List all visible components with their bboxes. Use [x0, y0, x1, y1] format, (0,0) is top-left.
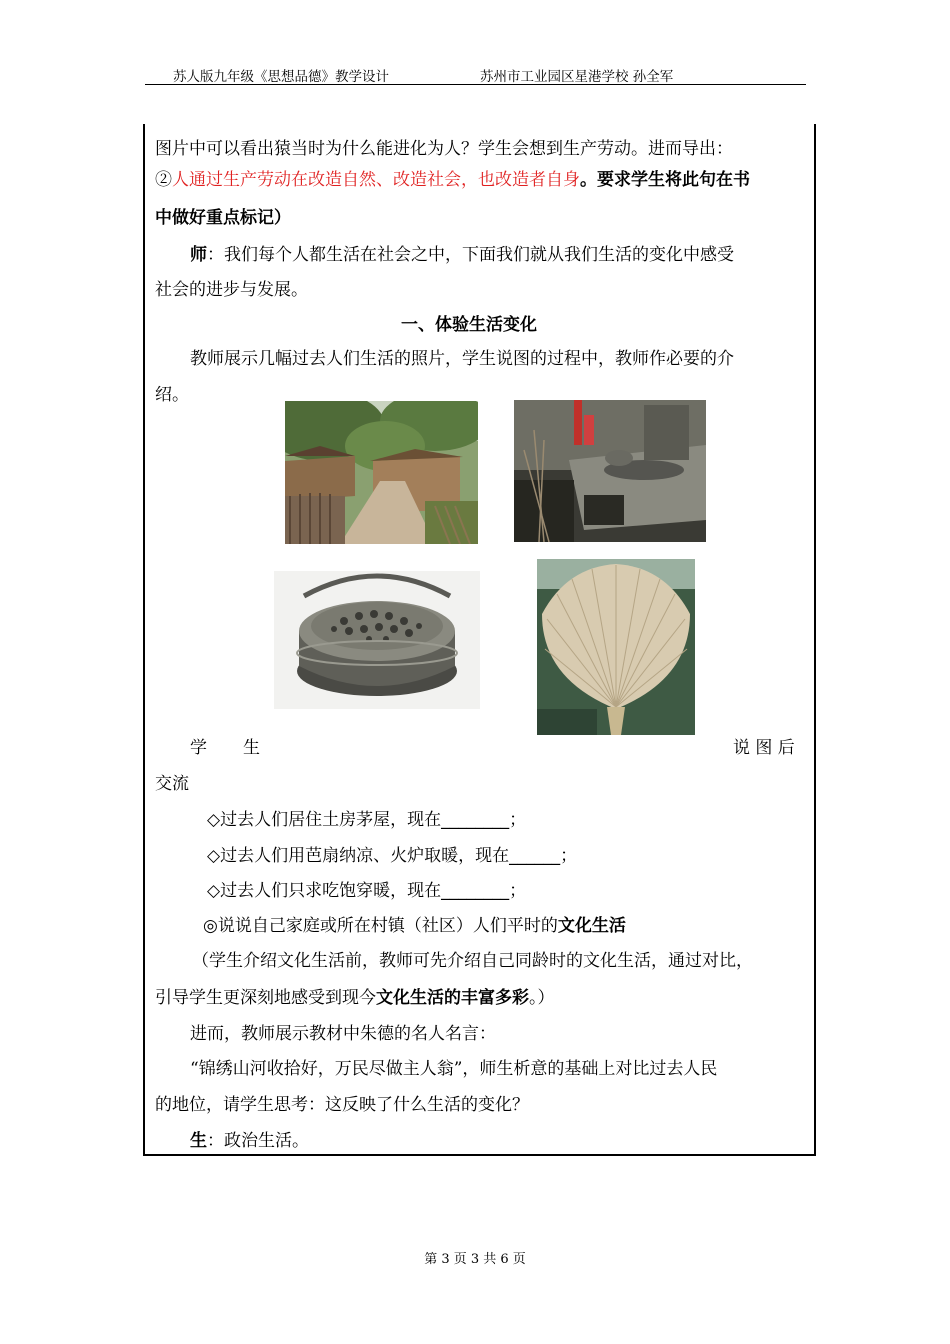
talk-label-sheng: 生 [243, 738, 260, 758]
paragraph-line: 图片中可以看出猿当时为什么能进化为人？学生会想到生产劳动。进而导出： [155, 139, 733, 159]
header-right: 苏州市工业园区星港学校 孙全军 [480, 69, 674, 85]
paragraph-line: （学生介绍文化生活前，教师可先介绍自己同龄时的文化生活，通过对比， [192, 951, 753, 971]
speaker-label: 师 [190, 245, 207, 265]
page-header [145, 64, 806, 85]
paragraph-line: 的地位，请学生思考：这反映了什么生活的变化？ [155, 1095, 529, 1115]
bold-phrase: 文化生活的丰富多彩 [376, 988, 529, 1008]
mud-house-photo [285, 401, 478, 544]
hand-warmer-photo [274, 571, 480, 709]
bold-instruction: 。要求学生将此句在书 [580, 170, 750, 190]
paragraph-line: 引导学生更深刻地感受到现今文化生活的丰富多彩。） [155, 988, 555, 1008]
paragraph-line: 进而，教师展示教材中朱德的名人名言： [190, 1024, 496, 1044]
paragraph-line: “锦绣山河收拾好，万民尽做主人翁”，师生析意的基础上对比过去人民 [190, 1059, 718, 1079]
talk-label-shuotuhou: 说 图 后 [733, 738, 795, 758]
palm-fan-photo [537, 559, 695, 735]
page-footer: 第 3 页 3 共 6 页 [424, 1252, 526, 1267]
paragraph-line: 绍。 [155, 385, 189, 405]
key-sentence: 人通过生产劳动在改造自然、改造社会，也改造者自身 [172, 170, 580, 190]
list-item: ◇过去人们用芭扇纳凉、火炉取暖，现在______； [207, 846, 578, 866]
list-item: ◇过去人们居住土房茅屋，现在________； [207, 810, 527, 830]
old-stove-photo [514, 400, 706, 542]
paragraph-line [155, 165, 750, 190]
speaker-label: 生 [190, 1131, 207, 1151]
paragraph-line: 师：我们每个人都生活在社会之中，下面我们就从我们生活的变化中感受 [190, 245, 734, 265]
paragraph-line: 中做好重点标记） [155, 208, 291, 228]
list-item: ◎说说自己家庭或所在村镇（社区）人们平时的文化生活 [203, 916, 626, 936]
list-item: ◇过去人们只求吃饱穿暖，现在________； [207, 881, 527, 901]
bold-phrase: 文化生活 [557, 916, 626, 936]
paragraph-line: 生：政治生活。 [190, 1131, 309, 1151]
talk-label-jiaoliu: 交流 [155, 774, 189, 794]
talk-label-xue: 学 [190, 738, 207, 758]
header-left: 苏人版九年级《思想品德》教学设计 [173, 69, 389, 85]
paragraph-line: 社会的进步与发展。 [155, 280, 308, 300]
paragraph-line: 教师展示几幅过去人们生活的照片，学生说图的过程中，教师作必要的介 [190, 349, 734, 369]
circled-number: ② [155, 170, 172, 190]
section-title: 一、体验生活变化 [401, 315, 537, 335]
